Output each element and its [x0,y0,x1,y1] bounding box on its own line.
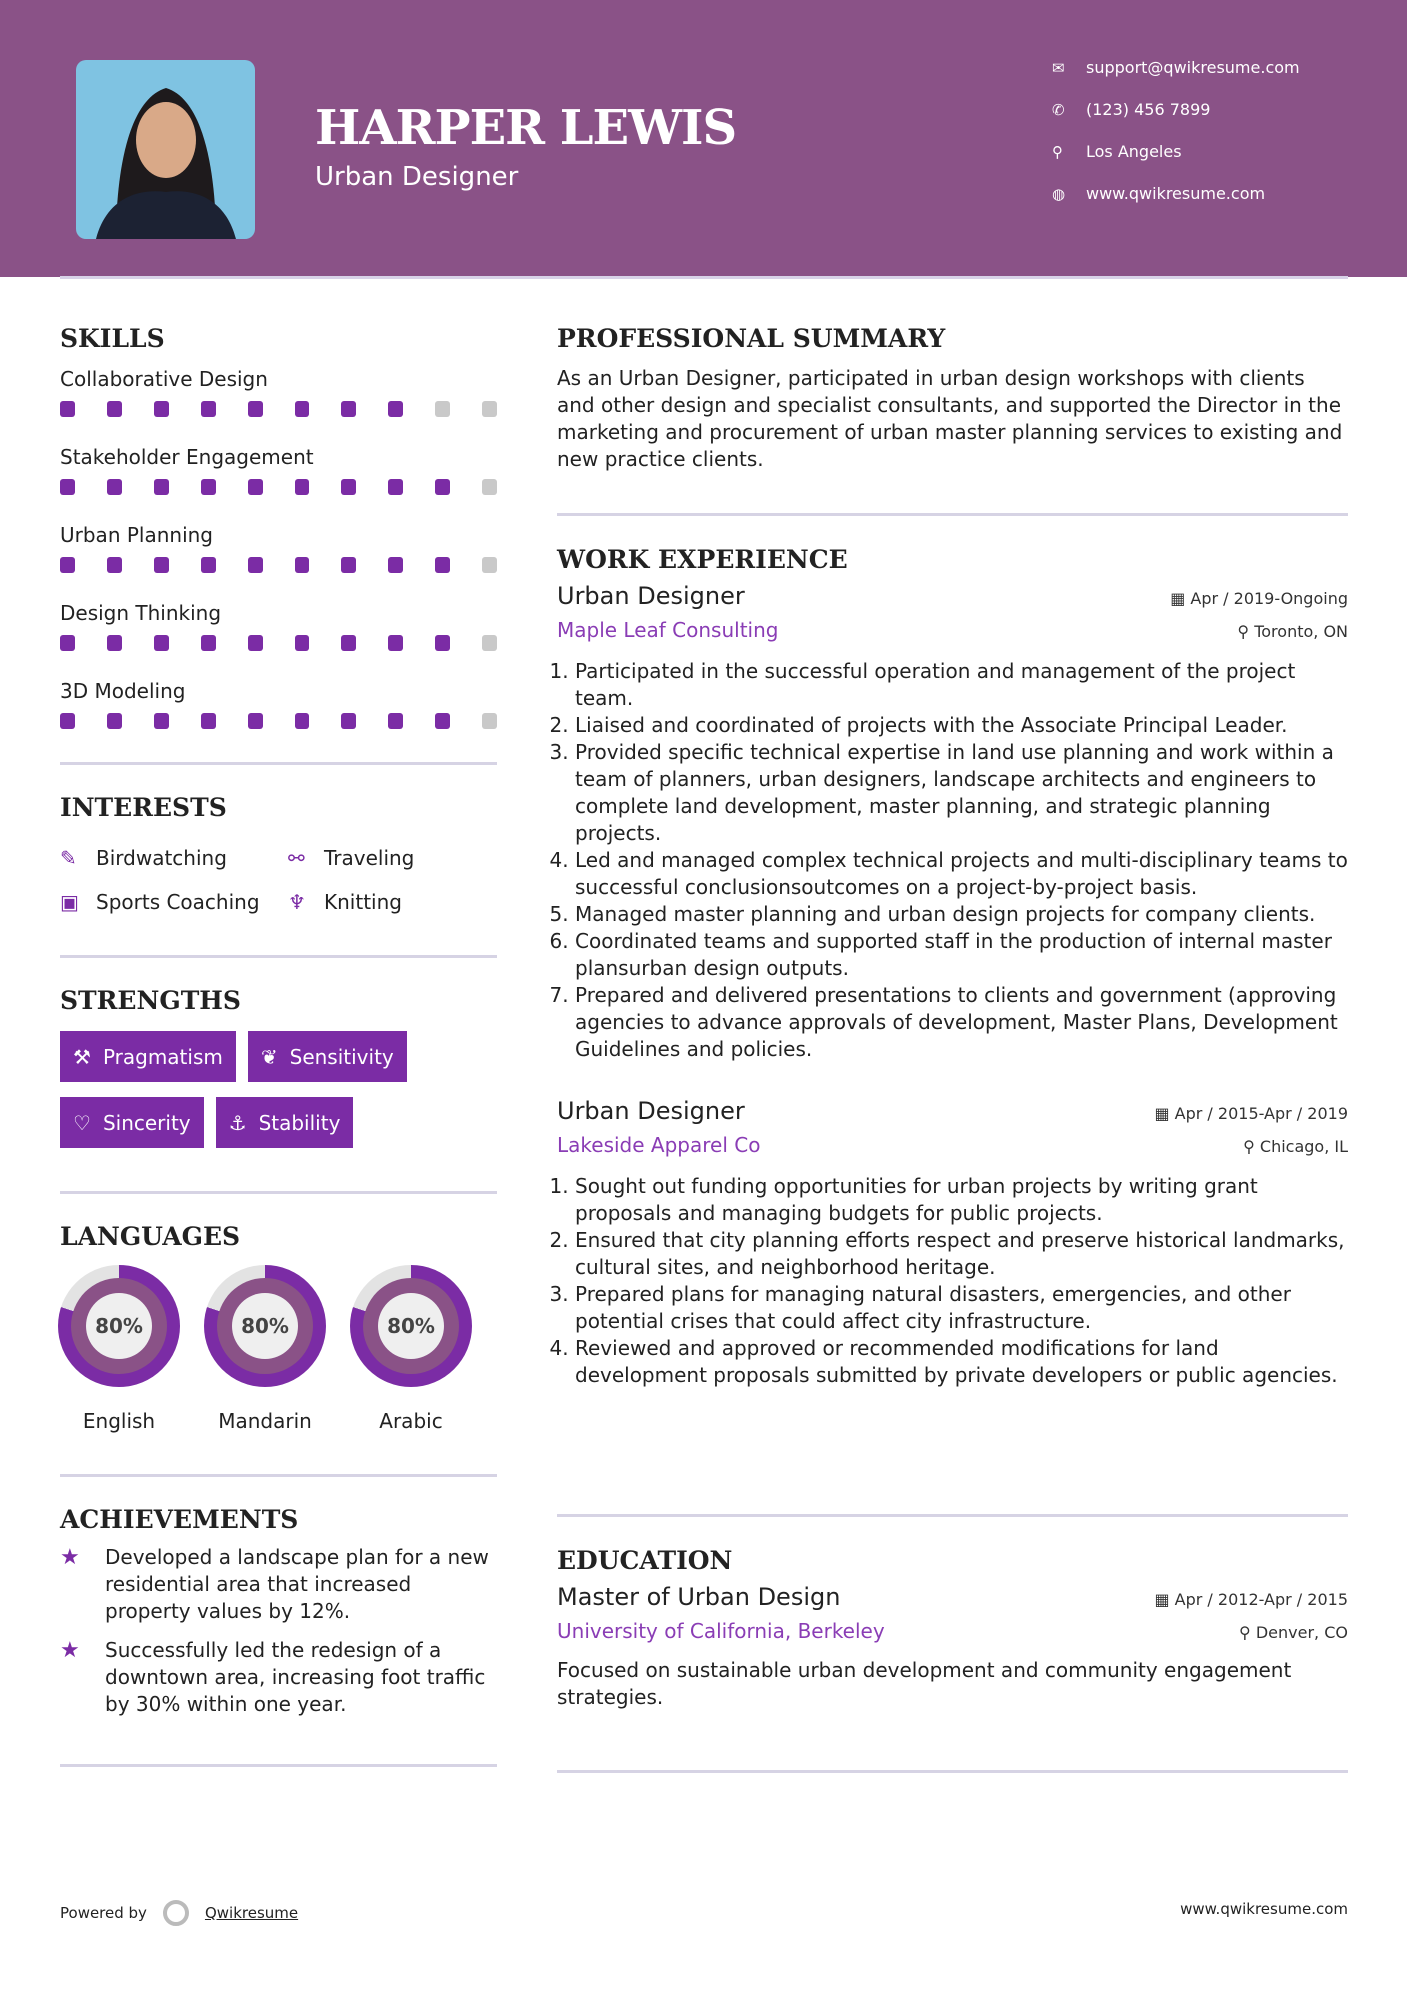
rating-dot [435,401,450,417]
section-title: INTERESTS [60,793,227,822]
education-location: Denver, CO [1255,1623,1348,1642]
rating-dot [201,713,216,729]
skill-item [60,679,497,729]
summary-text: As an Urban Designer, participated in urban design workshops with clients and other design and specialist consultants, and supported the Director in the marketing and procurement of urban master planning services to existing and new practice clients. [557,366,1343,471]
school-name: University of California, Berkeley [557,1619,885,1643]
skill-item [60,445,497,495]
job-bullet: 3. Provided specific technical expertise in land use planning and work within a team of planners, urban designers, landscape architects and engineers to complete land development, master planning, and strategic planning projects. [575,739,1348,847]
qwikresume-logo-icon [163,1900,189,1926]
rating-dot [107,635,122,651]
job-location: Toronto, ON [1254,622,1348,641]
job-bullet: 4. Reviewed and approved or recommended modifications for land development proposals submitted by private developers or public agencies. [575,1335,1348,1389]
language-progress-ring [350,1265,472,1387]
brand-link[interactable]: Qwikresume [204,1904,299,1922]
job-title: Urban Designer [557,1097,745,1125]
rating-dot [154,401,169,417]
envelope-icon: ✉ [1052,58,1065,77]
divider [557,1770,1348,1773]
achievements-section [60,1505,497,1730]
rating-dot [107,557,122,573]
job-bullet: 2. Ensured that city planning efforts respect and preserve historical landmarks, cultural sites, and neighborhood heritage. [575,1227,1348,1281]
rating-dot [482,401,497,417]
interest-label: Knitting [324,890,402,914]
rating-dot [295,713,310,729]
rating-dot [388,557,403,573]
rating-dot [341,401,356,417]
interest-item [288,890,402,914]
rating-dot [482,557,497,573]
pin-icon: ⚲ [1237,622,1255,641]
calendar-icon: ▦ [1154,1104,1175,1123]
header-divider [60,276,1348,279]
job-bullet: 2. Liaised and coordinated of projects with the Associate Principal Leader. [575,712,1348,739]
rating-dot [248,479,263,495]
contact-text: support@qwikresume.com [1086,58,1300,77]
education-text: Focused on sustainable urban development and community engagement strategies. [557,1658,1292,1709]
rating-dot [295,635,310,651]
language-percent: 80% [232,1293,298,1359]
language-percent: 80% [378,1293,444,1359]
language-label: Mandarin [218,1409,312,1433]
divider [60,955,497,958]
header [0,0,1407,277]
rating-dot [388,635,403,651]
interest-item [60,846,278,870]
rating-dot [482,713,497,729]
rating-dot [435,479,450,495]
contact-location [1052,142,1182,161]
strength-badge [60,1097,204,1148]
skill-item [60,601,497,651]
rating-dot [248,557,263,573]
work-section [557,545,1348,1389]
interest-label: Birdwatching [96,846,227,870]
interest-label: Sports Coaching [96,890,260,914]
strength-badge [60,1031,236,1082]
rating-dot [295,479,310,495]
section-title: WORK EXPERIENCE [557,545,848,574]
footer-url[interactable]: www.qwikresume.com [1180,1900,1348,1918]
strength-label: Stability [258,1110,341,1135]
rating-dot [107,713,122,729]
strength-badge [248,1031,407,1082]
skill-rating [60,557,497,573]
pin-icon: ⚲ [1239,1623,1256,1642]
interest-item [288,846,414,870]
job-entry [557,1097,1348,1389]
section-title: ACHIEVEMENTS [60,1505,299,1534]
job-bullets [557,1173,1348,1389]
skill-label: Urban Planning [60,523,213,547]
profile-photo [76,60,255,239]
powered-by-text: Powered by [60,1904,147,1922]
skill-item [60,367,497,417]
contact-website[interactable] [1052,184,1265,203]
candidate-name: HARPER LEWIS [315,100,737,156]
rating-dot [388,479,403,495]
education-date: Apr / 2012-Apr / 2015 [1174,1590,1348,1609]
contact-phone [1052,100,1210,119]
contact-email[interactable] [1052,58,1300,77]
rating-dot [341,635,356,651]
achievement-text: Successfully led the redesign of a downtown area, increasing foot traffic by 30% within one year. [105,1638,486,1716]
divider [60,1474,497,1477]
section-title: SKILLS [60,324,165,353]
job-bullet: 3. Prepared plans for managing natural disasters, emergencies, and other potential crises that could affect city infrastructure. [575,1281,1348,1335]
contact-text: www.qwikresume.com [1086,184,1266,203]
rating-dot [154,713,169,729]
skill-rating [60,479,497,495]
rating-dot [295,557,310,573]
job-date: Apr / 2019-Ongoing [1190,589,1348,608]
section-title: STRENGTHS [60,986,241,1015]
skill-rating [60,713,497,729]
language-progress-ring [204,1265,326,1387]
divider [60,1764,497,1767]
job-bullet: 7. Prepared and delivered presentations to clients and government (approving agencies to advance approvals of development, Master Plans, Development Guidelines and policies. [575,982,1348,1063]
binoculars-icon: ⚯ [288,846,305,870]
rating-dot [341,479,356,495]
rating-dot [201,479,216,495]
pin-icon: ⚲ [1243,1137,1260,1156]
star-icon: ★ [60,1545,80,1570]
interest-item [60,890,278,914]
rating-dot [201,401,216,417]
skill-label: 3D Modeling [60,679,186,703]
rating-dot [435,635,450,651]
section-title: EDUCATION [557,1546,733,1575]
language-label: Arabic [379,1409,443,1433]
strength-badge [216,1097,354,1148]
star-icon: ★ [60,1638,80,1663]
rating-dot [60,557,75,573]
job-date: Apr / 2015-Apr / 2019 [1174,1104,1348,1123]
globe-icon: ◍ [1052,184,1066,203]
skill-rating [60,401,497,417]
language-percent: 80% [86,1293,152,1359]
strength-label: Pragmatism [102,1044,223,1069]
strengths-section [60,986,497,1148]
interests-section [60,793,497,924]
job-title: Urban Designer [557,582,745,610]
rating-dot [435,713,450,729]
rating-dot [435,557,450,573]
calendar-icon: ▦ [1154,1590,1175,1609]
section-title: PROFESSIONAL SUMMARY [557,324,946,353]
rating-dot [107,479,122,495]
rating-dot [107,401,122,417]
contact-text: Los Angeles [1086,142,1182,161]
divider [557,1514,1348,1517]
summary-section [557,324,1348,473]
rating-dot [295,401,310,417]
anchor-icon: ⚓ [228,1110,247,1135]
achievement-item [60,1544,497,1625]
strength-label: Sensitivity [289,1044,394,1069]
languages-title-wrap [60,1222,497,1251]
gavel-icon: ⚒ [73,1044,91,1069]
job-entry [557,582,1348,1063]
skill-item [60,523,497,573]
rating-dot [60,401,75,417]
pencil-square-icon: ✎ [60,846,77,870]
rating-dot [341,713,356,729]
skills-section [60,324,497,757]
job-bullets [557,658,1348,1063]
footer-brand [60,1900,298,1926]
divider [557,513,1348,516]
language-label: English [82,1409,156,1433]
rating-dot [248,713,263,729]
briefcase-icon: ▣ [60,890,79,914]
rating-dot [341,557,356,573]
divider [60,762,497,765]
trophy-icon: ♆ [288,890,306,914]
strength-label: Sincerity [102,1110,191,1135]
rating-dot [482,479,497,495]
rating-dot [154,479,169,495]
job-location: Chicago, IL [1259,1137,1348,1156]
rating-dot [201,635,216,651]
job-bullet: 6. Coordinated teams and supported staff in the production of internal master plansurban design outputs. [575,928,1348,982]
rating-dot [201,557,216,573]
candidate-role: Urban Designer [315,162,519,192]
skill-rating [60,635,497,651]
language-progress-ring [58,1265,180,1387]
rating-dot [60,635,75,651]
company-name: Lakeside Apparel Co [557,1133,761,1157]
rating-dot [60,713,75,729]
job-bullet: 1. Participated in the successful operation and management of the project team. [575,658,1348,712]
skill-label: Stakeholder Engagement [60,445,314,469]
divider [60,1191,497,1194]
phone-icon: ✆ [1052,100,1065,119]
skill-label: Design Thinking [60,601,222,625]
education-section [557,1546,1348,1711]
job-bullet: 4. Led and managed complex technical projects and multi-disciplinary teams to successful conclusionsoutcomes on a project-by-project basis. [575,847,1348,901]
calendar-icon: ▦ [1170,589,1191,608]
rating-dot [154,635,169,651]
rating-dot [60,479,75,495]
rating-dot [482,635,497,651]
rating-dot [388,713,403,729]
contact-text: (123) 456 7899 [1086,100,1211,119]
language-item [58,1265,180,1433]
interest-label: Traveling [324,846,415,870]
rating-dot [388,401,403,417]
leaf-icon: ❦ [260,1044,278,1069]
achievement-text: Developed a landscape plan for a new residential area that increased property values by 12%. [105,1545,489,1623]
job-bullet: 1. Sought out funding opportunities for urban projects by writing grant proposals and managing budgets for public projects. [575,1173,1348,1227]
rating-dot [248,635,263,651]
degree-title: Master of Urban Design [557,1583,841,1611]
language-item [350,1265,472,1433]
company-name: Maple Leaf Consulting [557,618,779,642]
rating-dot [248,401,263,417]
rating-dot [154,557,169,573]
job-bullet: 5. Managed master planning and urban design projects for company clients. [575,901,1348,928]
skill-label: Collaborative Design [60,367,268,391]
map-pin-icon: ⚲ [1052,142,1063,161]
section-title: LANGUAGES [60,1222,241,1251]
heart-icon: ♡ [73,1110,91,1135]
achievement-item [60,1637,497,1718]
language-item [204,1265,326,1433]
